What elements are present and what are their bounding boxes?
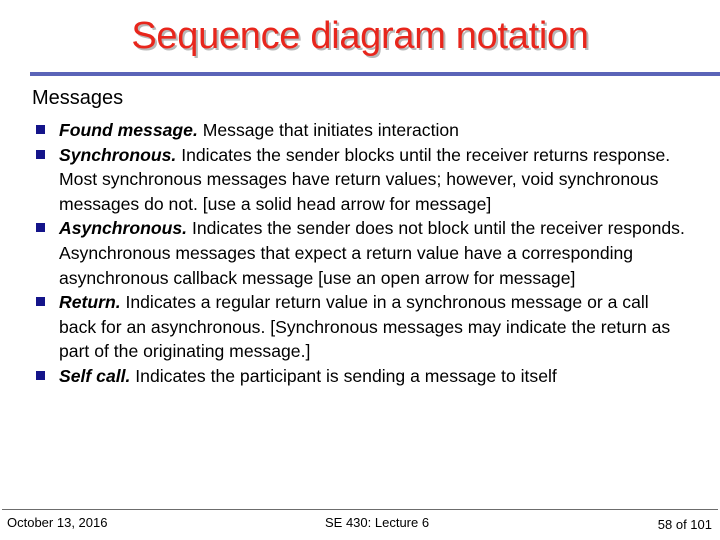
bullet-term: Synchronous. xyxy=(59,144,177,165)
bullet-term: Self call. xyxy=(59,365,131,386)
slide-title: Sequence diagram notation xyxy=(131,15,589,57)
bullet-text: Indicates the sender does not block until the receiver responds. Asynchronous messages that expect a return value have a corresponding asynchronous callback message [use an open arrow for message] xyxy=(59,218,685,288)
footer-divider xyxy=(2,509,718,510)
title-underline xyxy=(30,72,720,76)
square-bullet-icon xyxy=(36,223,45,232)
bullet-term: Asynchronous. xyxy=(59,218,188,239)
bullet-term: Found message. xyxy=(59,120,198,140)
bullet-found-message xyxy=(36,118,686,143)
square-bullet-icon xyxy=(36,297,45,306)
square-bullet-icon xyxy=(36,371,45,380)
footer-course: SE 430: Lecture 6 xyxy=(325,515,430,530)
bullet-return xyxy=(36,290,686,364)
bullet-list xyxy=(36,118,686,389)
bullet-synchronous xyxy=(36,143,686,217)
bullet-text: Indicates the sender blocks until the receiver returns response. Most synchronous messages have return values; however, void synchronous messages do not. [use a solid head arrow for message] xyxy=(59,144,671,214)
footer-date: October 13, 2016 xyxy=(7,515,108,530)
square-bullet-icon xyxy=(36,150,45,159)
footer-page-number: 58 of 101 xyxy=(657,517,712,532)
section-heading: Messages xyxy=(32,87,124,109)
bullet-self-call xyxy=(36,364,686,389)
bullet-term: Return. xyxy=(59,292,121,313)
bullet-text: Indicates the participant is sending a message to itself xyxy=(130,365,557,386)
square-bullet-icon xyxy=(36,125,45,134)
bullet-asynchronous xyxy=(36,216,686,290)
bullet-text: Message that initiates interaction xyxy=(197,120,459,140)
bullet-text: Indicates a regular return value in a synchronous message or a call back for an asynchronous. [Synchronous messages may indicate the return as part of the originating message.] xyxy=(59,292,671,362)
